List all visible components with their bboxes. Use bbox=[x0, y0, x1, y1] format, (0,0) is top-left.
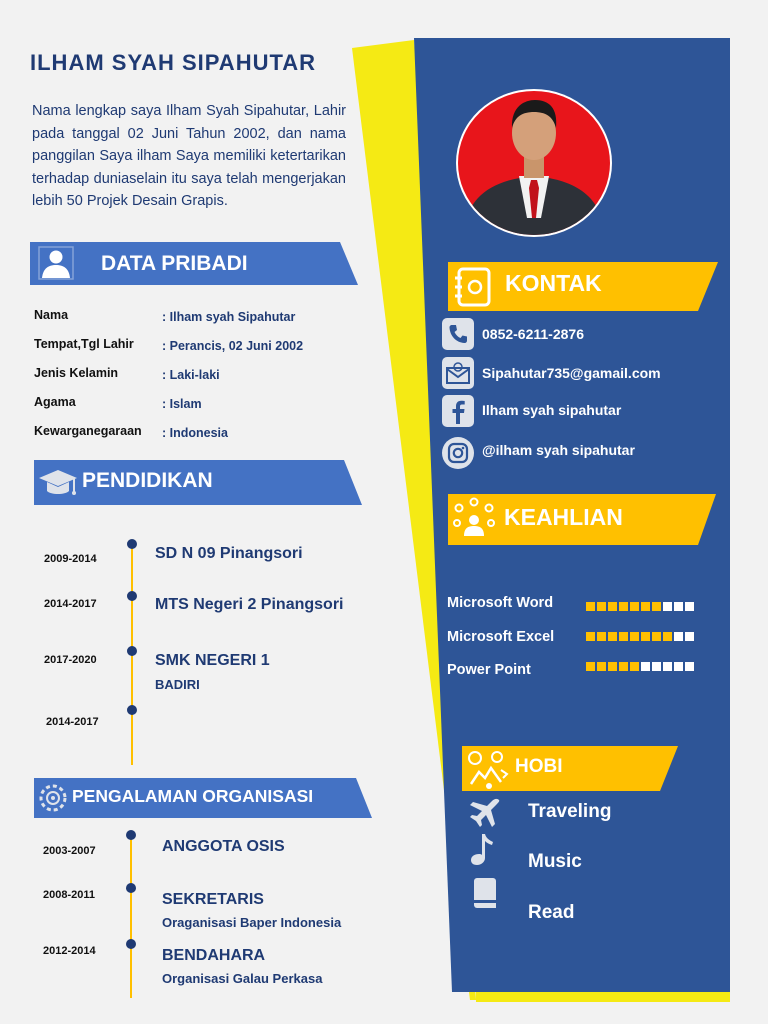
org-position: SEKRETARIS bbox=[162, 891, 264, 908]
skill-block-empty bbox=[674, 632, 683, 641]
skill-block-filled bbox=[597, 632, 606, 641]
skill-block-filled bbox=[663, 632, 672, 641]
edu-school-sub: BADIRI bbox=[155, 677, 200, 692]
dp-label: Kewarganegaraan bbox=[34, 424, 142, 438]
timeline-dot bbox=[127, 539, 137, 549]
facebook-name[interactable]: Ilham syah sipahutar bbox=[482, 402, 622, 418]
hobby-icon bbox=[465, 748, 511, 792]
hobby-traveling: Traveling bbox=[528, 801, 612, 822]
skill-block-filled bbox=[652, 602, 661, 611]
timeline-dot bbox=[126, 939, 136, 949]
timeline-dot bbox=[127, 705, 137, 715]
phone-icon bbox=[442, 318, 474, 350]
edu-school: SD N 09 Pinangsori bbox=[155, 545, 303, 562]
airplane-icon bbox=[468, 797, 502, 831]
graduation-cap-icon bbox=[38, 466, 78, 500]
dp-value: : Indonesia bbox=[162, 426, 228, 440]
dp-label: Tempat,Tgl Lahir bbox=[34, 337, 134, 351]
skill-block-filled bbox=[619, 662, 628, 671]
facebook-icon bbox=[442, 395, 474, 427]
dp-label: Agama bbox=[34, 395, 76, 409]
skill-block-empty bbox=[685, 662, 694, 671]
phone-number[interactable]: 0852-6211-2876 bbox=[482, 326, 584, 342]
timeline-dot bbox=[127, 646, 137, 656]
skill-block-empty bbox=[674, 662, 683, 671]
gear-network-icon bbox=[36, 781, 70, 815]
timeline-dot bbox=[127, 591, 137, 601]
skill-block-filled bbox=[630, 602, 639, 611]
skill-block-filled bbox=[608, 662, 617, 671]
dp-label: Nama bbox=[34, 308, 69, 322]
edu-school: MTS Negeri 2 Pinangsori bbox=[155, 596, 344, 613]
profile-photo bbox=[455, 88, 613, 238]
skill-block-filled bbox=[619, 632, 628, 641]
skill-level-bar bbox=[586, 602, 694, 611]
data-pribadi-title: DATA PRIBADI bbox=[101, 252, 248, 275]
skill-block-empty bbox=[685, 632, 694, 641]
edu-school: SMK NEGERI 1 bbox=[155, 652, 270, 669]
org-name: Organisasi Galau Perkasa bbox=[162, 971, 323, 986]
dp-value: : Perancis, 02 Juni 2002 bbox=[162, 339, 304, 353]
kontak-title: KONTAK bbox=[505, 270, 602, 296]
skill-block-empty bbox=[685, 602, 694, 611]
pendidikan-title: PENDIDIKAN bbox=[82, 469, 213, 492]
skill-block-filled bbox=[586, 632, 595, 641]
skill-block-empty bbox=[652, 662, 661, 671]
skill-block-empty bbox=[663, 662, 672, 671]
keahlian-title: KEAHLIAN bbox=[504, 504, 623, 530]
edu-year: 2017-2020 bbox=[44, 654, 97, 666]
skill-block-filled bbox=[597, 662, 606, 671]
skill-name: Microsoft Excel bbox=[447, 629, 555, 645]
skill-block-filled bbox=[652, 632, 661, 641]
org-name: Oraganisasi Baper Indonesia bbox=[162, 915, 342, 930]
skill-block-filled bbox=[586, 662, 595, 671]
dp-label: Jenis Kelamin bbox=[34, 366, 119, 380]
edu-year: 2009-2014 bbox=[44, 553, 97, 565]
org-position: ANGGOTA OSIS bbox=[162, 838, 285, 855]
dp-value: : Islam bbox=[162, 397, 202, 411]
skill-level-bar bbox=[586, 632, 694, 641]
book-icon bbox=[468, 876, 502, 910]
hobby-music: Music bbox=[528, 851, 582, 872]
org-year: 2008-2011 bbox=[43, 889, 95, 901]
skill-block-filled bbox=[608, 602, 617, 611]
skill-block-filled bbox=[586, 602, 595, 611]
dp-value: : Ilham syah Sipahutar bbox=[162, 310, 296, 324]
org-position: BENDAHARA bbox=[162, 947, 266, 964]
organisasi-title: PENGALAMAN ORGANISASI bbox=[72, 786, 314, 806]
skill-block-filled bbox=[630, 662, 639, 671]
org-year: 2003-2007 bbox=[43, 845, 96, 857]
address-book-icon bbox=[452, 266, 494, 308]
skill-block-filled bbox=[619, 602, 628, 611]
edu-year: 2014-2017 bbox=[46, 716, 99, 728]
timeline-dot bbox=[126, 883, 136, 893]
skill-block-filled bbox=[630, 632, 639, 641]
skill-name: Microsoft Word bbox=[447, 595, 554, 611]
person-name: ILHAM SYAH SIPAHUTAR bbox=[30, 50, 317, 75]
timeline-dot bbox=[126, 830, 136, 840]
skill-name: Power Point bbox=[447, 662, 531, 678]
team-idea-icon bbox=[451, 496, 497, 542]
skill-block-filled bbox=[608, 632, 617, 641]
skill-block-filled bbox=[597, 602, 606, 611]
org-year: 2012-2014 bbox=[43, 945, 96, 957]
email-address[interactable]: Sipahutar735@gamail.com bbox=[482, 365, 661, 381]
skill-level-bar bbox=[586, 662, 694, 671]
yellow-bottom-strip bbox=[476, 992, 730, 1002]
skill-block-empty bbox=[674, 602, 683, 611]
dp-value: : Laki-laki bbox=[162, 368, 220, 382]
hobi-title: HOBI bbox=[515, 756, 563, 777]
bio-paragraph: Nama lengkap saya Ilham Syah Sipahutar, Lahir pada tanggal 02 Juni Tahun 2002, dan nama panggilan Saya ilham Saya memiliki ketertarikan terhadap duniaselain itu saya telah mengerjakan lebih 50 Projek Desain Grapis. bbox=[32, 103, 346, 209]
instagram-handle[interactable]: @ilham syah sipahutar bbox=[482, 442, 635, 458]
skill-block-filled bbox=[641, 602, 650, 611]
skill-block-empty bbox=[641, 662, 650, 671]
email-icon bbox=[442, 357, 474, 389]
instagram-icon bbox=[442, 437, 474, 469]
skill-block-filled bbox=[641, 632, 650, 641]
hobby-read: Read bbox=[528, 902, 575, 923]
music-note-icon bbox=[468, 832, 502, 866]
edu-year: 2014-2017 bbox=[44, 598, 97, 610]
skill-block-empty bbox=[663, 602, 672, 611]
person-icon bbox=[38, 246, 74, 280]
